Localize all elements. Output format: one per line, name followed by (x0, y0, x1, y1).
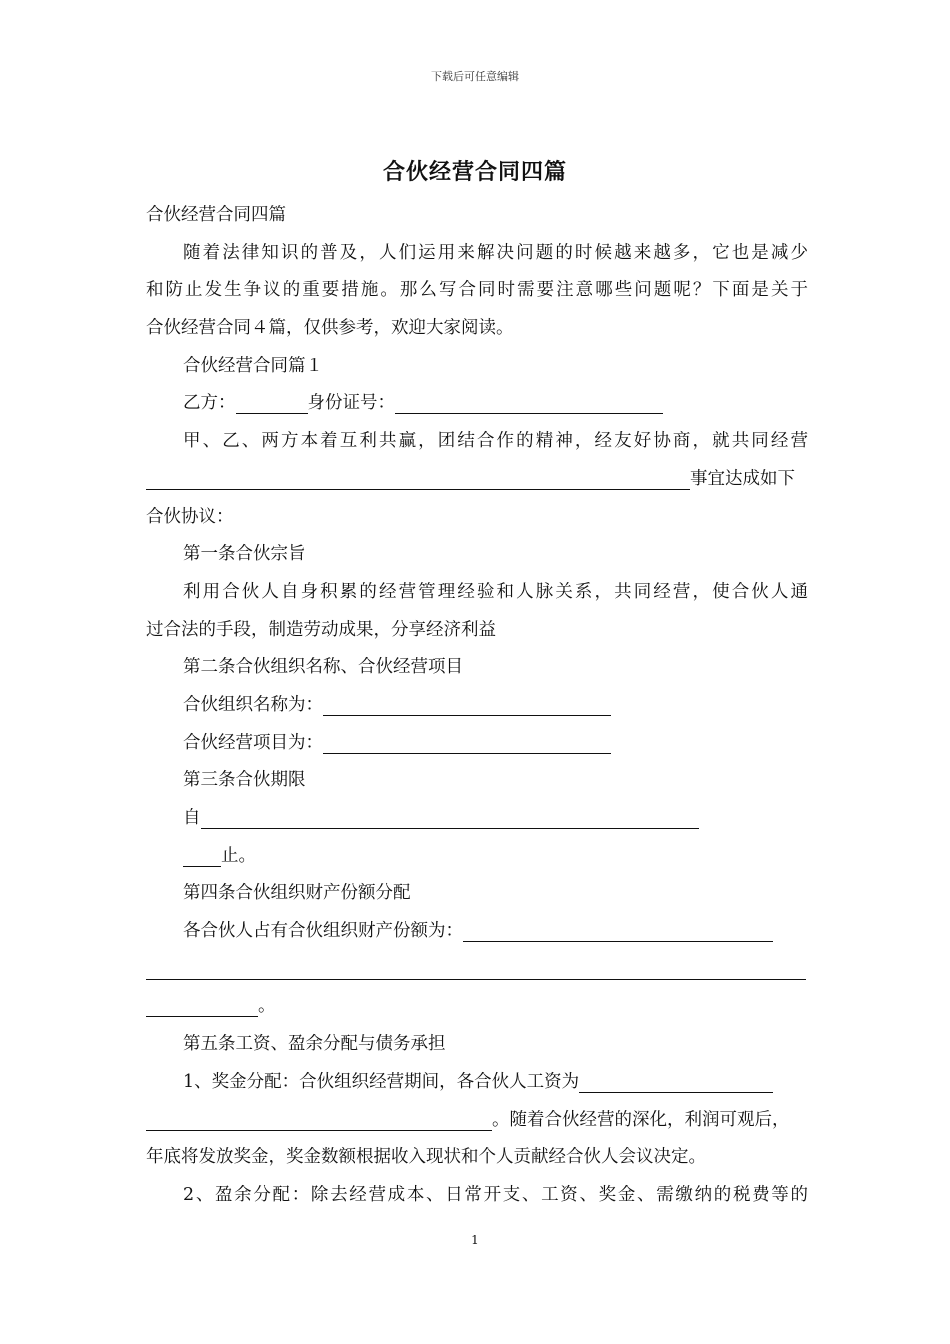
section-heading: 第四条合伙组织财产份额分配 (183, 883, 411, 904)
id-number-blank (395, 391, 663, 414)
page-header: 下载后可任意编辑 (431, 70, 519, 83)
form-line (146, 913, 808, 951)
page-number: 1 (471, 1233, 479, 1247)
party-b-label: 乙方： (183, 393, 236, 414)
form-line (146, 461, 808, 499)
form-line (146, 687, 808, 725)
section-heading: 合伙经营合同篇１ (183, 355, 323, 376)
form-line (146, 951, 808, 989)
org-name-label: 合伙组织名称为： (183, 694, 323, 715)
paragraph-line: 合伙协议： (146, 506, 234, 527)
org-name-blank (323, 693, 611, 716)
paragraph-line: 利用合伙人自身积累的经营管理经验和人脉关系，共同经营，使合伙人通 (183, 581, 808, 602)
term-end-blank (183, 844, 221, 867)
salary-blank (579, 1070, 773, 1093)
form-line (146, 838, 808, 876)
project-blank (323, 731, 611, 754)
paragraph-line: 随着法律知识的普及，人们运用来解决问题的时候越来越多，它也是减少 (183, 242, 808, 263)
party-b-blank (236, 391, 308, 414)
term-end-label: 止。 (221, 845, 256, 866)
bonus-label: 1、奖金分配：合伙组织经营期间，各合伙人工资为 (183, 1071, 580, 1092)
share-label: 各合伙人占有合伙组织财产份额为： (183, 921, 463, 942)
section-heading: 第一条合伙宗旨 (183, 544, 306, 565)
paragraph-line: 合伙经营合同四篇 (146, 205, 286, 225)
share-blank (463, 919, 773, 942)
paragraph-line: 过合法的手段，制造劳动成果，分享经济利益 (146, 619, 496, 640)
form-line (146, 725, 808, 763)
form-line (146, 1064, 808, 1102)
share-blank-continued (146, 957, 806, 980)
paragraph-text: 。随着合伙经营的深化，利润可观后， (492, 1109, 790, 1130)
section-heading: 第三条合伙期限 (183, 770, 306, 791)
term-blank (201, 806, 699, 829)
id-number-label: 身份证号： (307, 393, 395, 414)
project-label: 合伙经营项目为： (183, 732, 323, 753)
section-heading: 第二条合伙组织名称、合伙经营项目 (183, 657, 463, 678)
document-title: 合伙经营合同四篇 (382, 159, 567, 185)
term-from-label: 自 (183, 808, 201, 828)
share-blank-end (146, 994, 258, 1017)
document-body (146, 197, 808, 1215)
form-line (146, 800, 808, 838)
paragraph-line: 甲、乙、两方本着互利共赢，团结合作的精神，经友好协商，就共同经营 (183, 431, 808, 452)
paragraph-text: 事宜达成如下 (690, 468, 795, 489)
form-line (146, 988, 808, 1026)
paragraph-line: 合伙经营合同４篇，仅供参考，欢迎大家阅读。 (146, 318, 514, 339)
period-text: 。 (258, 996, 276, 1017)
form-line (146, 1102, 808, 1140)
paragraph-line: 2、盈余分配：除去经营成本、日常开支、工资、奖金、需缴纳的税费等的 (183, 1184, 808, 1205)
business-blank (146, 467, 690, 490)
form-line (146, 385, 808, 423)
paragraph-line: 和防止发生争议的重要措施。那么写合同时需要注意哪些问题呢？下面是关于 (146, 280, 808, 301)
paragraph-line: 年底将发放奖金，奖金数额根据收入现状和个人贡献经合伙人会议决定。 (146, 1147, 706, 1168)
salary-blank-continued (146, 1108, 492, 1131)
section-heading: 第五条工资、盈余分配与债务承担 (183, 1034, 446, 1055)
